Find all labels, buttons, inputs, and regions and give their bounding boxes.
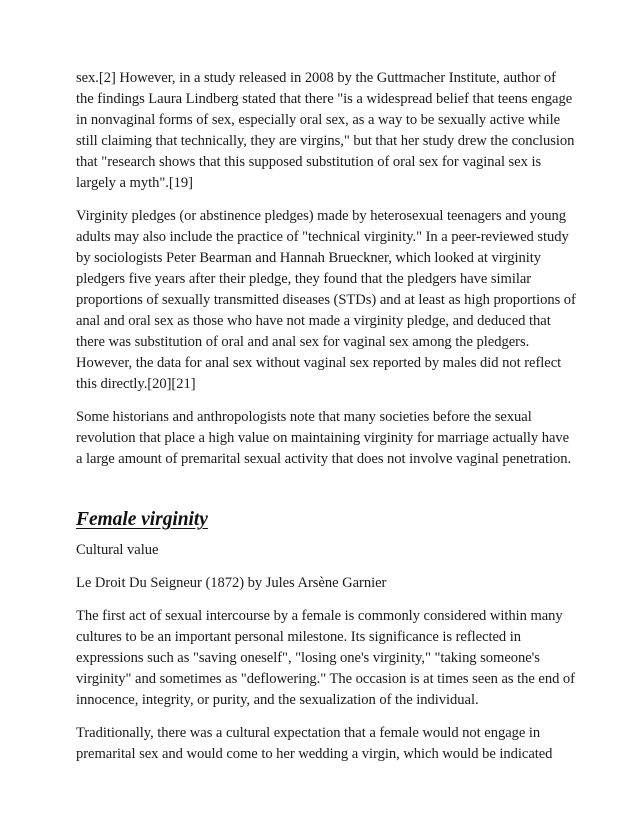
paragraph-historians: Some historians and anthropologists note that many societies before the sexual revolution that place a high value on maintaining virginity for marriage actually have a large amount of premarital sexual activity that does not involve vaginal penetration. [76,409,572,467]
paragraph-traditional-expectation: Traditionally, there was a cultural expectation that a female would not engage in premarital sex and would come to her wedding a virgin, which would be indicated [76,725,553,762]
image-caption-le-droit-du-seigneur: Le Droit Du Seigneur (1872) by Jules Arsène Garnier [76,575,387,591]
section-heading-female-virginity: Female virginity [76,509,208,530]
paragraph-guttmacher-study: sex.[2] However, in a study released in 2008 by the Guttmacher Institute, author of the findings Laura Lindberg stated that there "is a widespread belief that teens engage in nonvaginal forms of sex, especially oral sex, as a way to be sexually active while still claiming that technically, they are virgins," but that her study drew the conclusion that "research shows that this supposed substitution of oral sex for vaginal sex is largely a myth".[19] [76,70,575,191]
document-body [76,68,576,777]
paragraph-first-act: The first act of sexual intercourse by a female is commonly considered within many cultures to be an important personal milestone. Its significance is reflected in expressions such as "saving oneself", "losing one's virginity," "taking someone's virginity" and sometimes as "deflowering." The occasion is at times seen as the end of innocence, integrity, or purity, and the sexualization of the individual. [76,608,575,708]
paragraph-virginity-pledges: Virginity pledges (or abstinence pledges) made by heterosexual teenagers and young adults may also include the practice of "technical virginity." In a peer-reviewed study by sociologists Peter Bearman and Hannah Brueckner, which looked at virginity pledgers five years after their pledge, they found that the pledgers have similar proportions of sexually transmitted diseases (STDs) and at least as high proportions of anal and oral sex as those who have not made a virginity pledge, and deduced that there was substitution of oral and anal sex for vaginal sex among the pledgers. However, the data for anal sex without vaginal sex reported by males did not reflect this directly.[20][21] [76,208,576,392]
subheading-cultural-value: Cultural value [76,542,159,558]
